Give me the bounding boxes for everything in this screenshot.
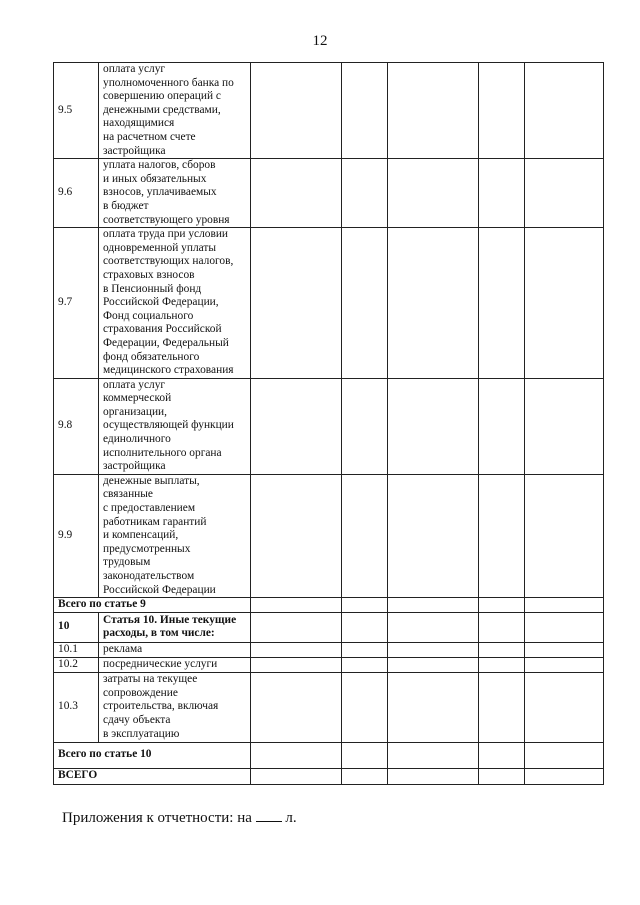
value-cell: [251, 742, 342, 768]
grand-total-row: [54, 768, 604, 784]
row-description: реклама: [99, 642, 251, 657]
value-cell: [342, 63, 388, 159]
description-line: уполномоченного банка по: [103, 76, 234, 89]
value-cell: [388, 612, 479, 642]
total-article-10-label: Всего по статье 10: [54, 742, 251, 768]
description-line: трудовым: [103, 556, 151, 569]
value-cell: [525, 657, 604, 672]
table-row: [54, 63, 604, 159]
value-cell: [251, 612, 342, 642]
value-cell: [388, 378, 479, 474]
description-line: Российской Федерации,: [103, 296, 219, 309]
row-description: [99, 228, 251, 379]
article-10-title: [99, 612, 251, 642]
description-line: фонд обязательного: [103, 350, 200, 363]
value-cell: [342, 228, 388, 379]
value-cell: [525, 642, 604, 657]
description-line: и компенсаций,: [103, 529, 179, 542]
value-cell: [251, 474, 342, 597]
row-description: [99, 474, 251, 597]
value-cell: [251, 159, 342, 228]
table-row: [54, 672, 604, 742]
page-number: 12: [312, 33, 328, 49]
value-cell: [388, 159, 479, 228]
value-cell: [479, 768, 525, 784]
description-line: застройщика: [103, 460, 166, 473]
row-description: [99, 378, 251, 474]
description-line: страховых взносов: [103, 268, 195, 281]
description-line: взносов, уплачиваемых: [103, 186, 217, 199]
value-cell: [479, 474, 525, 597]
value-cell: [388, 228, 479, 379]
description-line: уплата налогов, сборов: [103, 159, 216, 172]
value-cell: [388, 474, 479, 597]
value-cell: [479, 159, 525, 228]
value-cell: [525, 768, 604, 784]
description-line: коммерческой: [103, 392, 172, 405]
value-cell: [479, 657, 525, 672]
description-line: медицинского страхования: [103, 364, 234, 377]
row-code: 10.2: [54, 657, 99, 672]
value-cell: [342, 672, 388, 742]
row-description: [99, 672, 251, 742]
description-line: одновременной уплаты: [103, 241, 217, 254]
row-description: посреднические услуги: [99, 657, 251, 672]
value-cell: [342, 657, 388, 672]
value-cell: [342, 768, 388, 784]
row-code: 9.5: [54, 63, 99, 159]
value-cell: [479, 378, 525, 474]
value-cell: [479, 672, 525, 742]
value-cell: [342, 598, 388, 613]
value-cell: [525, 378, 604, 474]
value-cell: [479, 742, 525, 768]
value-cell: [342, 159, 388, 228]
description-line: расходы, в том числе:: [103, 627, 215, 640]
description-line: Статья 10. Иные текущие: [103, 613, 237, 626]
value-cell: [251, 657, 342, 672]
row-code: 10.1: [54, 642, 99, 657]
description-line: оплата услуг: [103, 63, 166, 75]
description-line: организации,: [103, 405, 167, 418]
description-line: единоличного: [103, 433, 171, 446]
attachments-count-blank[interactable]: [256, 807, 282, 822]
value-cell: [525, 474, 604, 597]
expense-report-table: [53, 62, 604, 785]
row-code: 9.6: [54, 159, 99, 228]
value-cell: [479, 612, 525, 642]
attachments-prefix: Приложения к отчетности: на: [62, 810, 252, 826]
description-line: исполнительного органа: [103, 446, 222, 459]
value-cell: [342, 642, 388, 657]
table-row: [54, 642, 604, 657]
row-code: 9.8: [54, 378, 99, 474]
description-line: застройщика: [103, 144, 166, 157]
value-cell: [525, 228, 604, 379]
value-cell: [342, 742, 388, 768]
row-code: 10.3: [54, 672, 99, 742]
value-cell: [479, 63, 525, 159]
description-line: строительства, включая: [103, 700, 219, 713]
grand-total-label: ВСЕГО: [54, 768, 251, 784]
attachments-note: [62, 807, 297, 827]
article-row: [54, 612, 604, 642]
description-line: Российской Федерации: [103, 583, 216, 596]
description-line: и иных обязательных: [103, 172, 207, 185]
description-line: Федерации, Федеральный: [103, 336, 229, 349]
description-line: оплата услуг: [103, 378, 166, 391]
table-row: [54, 228, 604, 379]
value-cell: [525, 612, 604, 642]
row-description: [99, 159, 251, 228]
value-cell: [251, 768, 342, 784]
description-line: сопровождение: [103, 686, 178, 699]
total-row: [54, 598, 604, 613]
value-cell: [342, 612, 388, 642]
description-line: Фонд социального: [103, 309, 194, 322]
value-cell: [388, 742, 479, 768]
value-cell: [388, 672, 479, 742]
value-cell: [525, 598, 604, 613]
value-cell: [525, 672, 604, 742]
table-row: [54, 378, 604, 474]
description-line: в Пенсионный фонд: [103, 282, 202, 295]
value-cell: [388, 642, 479, 657]
description-line: денежными средствами,: [103, 103, 221, 116]
value-cell: [479, 642, 525, 657]
value-cell: [525, 742, 604, 768]
value-cell: [525, 63, 604, 159]
description-line: денежные выплаты,: [103, 474, 200, 487]
value-cell: [388, 598, 479, 613]
attachments-suffix: л.: [285, 810, 297, 826]
table-row: [54, 657, 604, 672]
description-line: связанные: [103, 488, 153, 501]
total-row: [54, 742, 604, 768]
description-line: с предоставлением: [103, 502, 196, 515]
value-cell: [251, 378, 342, 474]
table-row: [54, 159, 604, 228]
value-cell: [342, 378, 388, 474]
value-cell: [479, 598, 525, 613]
row-code: 9.7: [54, 228, 99, 379]
description-line: страхования Российской: [103, 323, 222, 336]
description-line: работникам гарантий: [103, 515, 207, 528]
value-cell: [479, 228, 525, 379]
description-line: соответствующих налогов,: [103, 255, 234, 268]
row-code: 9.9: [54, 474, 99, 597]
description-line: сдачу объекта: [103, 714, 171, 727]
table-row: [54, 474, 604, 597]
value-cell: [251, 228, 342, 379]
value-cell: [251, 672, 342, 742]
value-cell: [388, 657, 479, 672]
description-line: совершению операций с: [103, 90, 221, 103]
value-cell: [525, 159, 604, 228]
row-code: 10: [54, 612, 99, 642]
total-article-9-label: Всего по статье 9: [54, 598, 251, 613]
description-line: затраты на текущее: [103, 673, 198, 686]
description-line: законодательством: [103, 570, 195, 582]
description-line: в эксплуатацию: [103, 727, 180, 740]
description-line: осуществляющей функции: [103, 419, 234, 432]
value-cell: [251, 63, 342, 159]
description-line: соответствующего уровня: [103, 213, 230, 226]
row-description: [99, 63, 251, 159]
value-cell: [388, 63, 479, 159]
value-cell: [342, 474, 388, 597]
description-line: на расчетном счете: [103, 130, 196, 143]
description-line: находящимися: [103, 117, 175, 130]
description-line: оплата труда при условии: [103, 228, 229, 241]
value-cell: [388, 768, 479, 784]
description-line: в бюджет: [103, 199, 149, 212]
value-cell: [251, 642, 342, 657]
value-cell: [251, 598, 342, 613]
description-line: предусмотренных: [103, 542, 191, 555]
